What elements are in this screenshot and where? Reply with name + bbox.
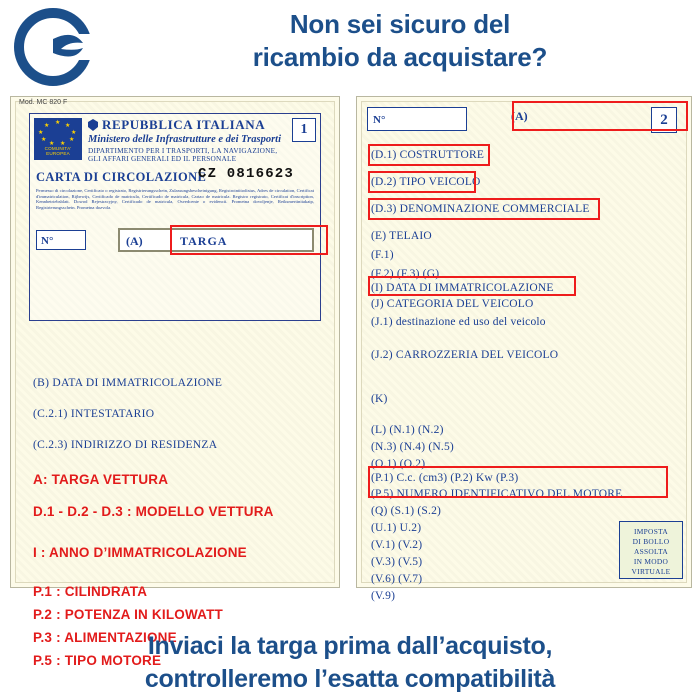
stamp-line-4: IN MODO bbox=[633, 557, 669, 566]
row-j: (J) CATEGORIA DEL VEICOLO bbox=[371, 298, 534, 310]
row-v6: (V.6) (V.7) bbox=[371, 573, 423, 585]
row-u1: (U.1) U.2) bbox=[371, 522, 422, 534]
headline-line-2: ricambio da acquistare? bbox=[252, 42, 548, 72]
legend-tipo-motore: P.5 : TIPO MOTORE bbox=[33, 653, 162, 668]
code-a-right: (A) bbox=[511, 109, 528, 123]
eu-flag-label-2: EUROPEA bbox=[46, 151, 70, 157]
footer-line-1: Inviaci la targa prima dall’acquisto, bbox=[147, 632, 553, 660]
row-q: (Q) (S.1) (S.2) bbox=[371, 505, 442, 517]
footer-line-2: controlleremo l’esatta compatibilità bbox=[144, 665, 556, 693]
page-footer bbox=[0, 630, 700, 696]
row-e: (E) TELAIO bbox=[371, 230, 432, 242]
row-v3: (V.3) (V.5) bbox=[371, 556, 423, 568]
legend-cilindrata: P.1 : CILINDRATA bbox=[33, 584, 148, 599]
department-line-1: DIPARTIMENTO PER I TRASPORTI, LA NAVIGAZIONE, bbox=[88, 146, 278, 155]
card-number: CZ 0816623 bbox=[198, 166, 295, 182]
row-o1: (O.1) (O.2) bbox=[371, 458, 426, 470]
department-lines bbox=[88, 147, 318, 164]
stamp-box bbox=[619, 521, 683, 579]
headline-line-1: Non sei sicuro del bbox=[289, 9, 511, 39]
row-v1: (V.1) (V.2) bbox=[371, 539, 423, 551]
stamp-line-1: IMPOSTA bbox=[634, 527, 668, 536]
row-j2: (J.2) CARROZZERIA DEL VEICOLO bbox=[371, 349, 559, 361]
row-p1: (P.1) C.c. (cm3) (P.2) Kw (P.3) bbox=[371, 472, 519, 484]
right-header-row bbox=[367, 107, 677, 133]
legend-potenza: P.2 : POTENZA IN KILOWATT bbox=[33, 607, 224, 622]
page-header bbox=[0, 0, 700, 96]
registration-header-box bbox=[29, 113, 321, 321]
card-title: CARTA DI CIRCOLAZIONE bbox=[36, 170, 207, 184]
mod-code-label: Mod. MC 820 F bbox=[19, 99, 68, 106]
legend-alimentazione: P.3 : ALIMENTAZIONE bbox=[33, 630, 177, 645]
row-d3: (D.3) DENOMINAZIONE COMMERCIALE bbox=[371, 203, 590, 215]
vehicle-registration-page-2 bbox=[356, 96, 692, 602]
ministry-name: Ministero delle Infrastrutture e dei Trasporti bbox=[88, 134, 282, 145]
multilingual-fine-print: Permesso di circolazione, Certificato o registrato, Registrierungsschein, Zulassungsbescheinigung, Registrointitodistus, Adres de circulation, Certificat d'immatriculation, Rijbewijs, Certificado de matricula, Certificado de matricula, Cartao de matricula. Registro registrato, Certificat d'inscription, Kennbetriebsblatt. Dowod Rejestracyjny, Certificado de matricula, Osvedcenie o evidencii. Prometna dovoljenje, Reiksmertinitakaip, Registrierungsschein. Prometna dozvola. bbox=[36, 188, 314, 210]
department-line-2: GLI AFFARI GENERALI ED IL PERSONALE bbox=[88, 154, 237, 164]
italy-emblem-icon bbox=[88, 119, 98, 131]
row-i: (I) DATA DI IMMATRICOLAZIONE bbox=[371, 282, 554, 294]
row-j1: (J.1) destinazione ed uso del veicolo bbox=[371, 316, 546, 328]
row-l: (L) (N.1) (N.2) bbox=[371, 424, 444, 436]
row-d2: (D.2) TIPO VEICOLO bbox=[371, 176, 481, 188]
targa-code: (A) bbox=[126, 234, 143, 248]
vehicle-registration-page-1 bbox=[10, 96, 340, 668]
legend-anno: I : ANNO D’IMMATRICOLAZIONE bbox=[33, 545, 247, 560]
republic-title-text: REPUBBLICA ITALIANA bbox=[102, 117, 266, 132]
republic-title bbox=[88, 117, 288, 133]
row-k: (K) bbox=[371, 393, 388, 405]
page-number-badge-right: 2 bbox=[651, 107, 677, 133]
row-d1: (D.1) COSTRUTTORE bbox=[371, 149, 485, 161]
legend-targa: A: TARGA VETTURA bbox=[33, 472, 169, 487]
company-logo-icon bbox=[10, 8, 96, 86]
n-field-right: N° bbox=[367, 107, 467, 131]
row-f1: (F.1) bbox=[371, 249, 394, 261]
field-indirizzo-residenza: (C.2.3) INDIRIZZO DI RESIDENZA bbox=[33, 439, 218, 451]
eu-flag-icon: ★ ★ ★ ★ ★ ★ ★ ★ ★ COMUNITA' EUROPEA bbox=[34, 118, 82, 160]
legend-modello: D.1 - D.2 - D.3 : MODELLO VETTURA bbox=[33, 504, 274, 519]
row-p5: (P.5) NUMERO IDENTIFICATIVO DEL MOTORE bbox=[371, 488, 623, 500]
targa-label: TARGA bbox=[180, 234, 228, 248]
field-intestatario: (C.2.1) INTESTATARIO bbox=[33, 408, 155, 420]
n-field-left: N° bbox=[36, 230, 86, 250]
stamp-line-2: DI BOLLO bbox=[632, 537, 670, 546]
stamp-line-5: VIRTUALE bbox=[631, 567, 671, 576]
stamp-line-3: ASSOLTA bbox=[633, 547, 669, 556]
row-f2: (F.2) (F.3) (G) bbox=[371, 268, 440, 280]
eu-flag-label-1: COMUNITA' bbox=[44, 146, 72, 151]
targa-row bbox=[118, 228, 314, 252]
row-v9: (V.9) bbox=[371, 590, 396, 602]
page-number-badge-left: 1 bbox=[292, 118, 316, 142]
field-data-immatricolazione: (B) DATA DI IMMATRICOLAZIONE bbox=[33, 377, 223, 389]
row-n3: (N.3) (N.4) (N.5) bbox=[371, 441, 454, 453]
page-title bbox=[110, 8, 690, 74]
